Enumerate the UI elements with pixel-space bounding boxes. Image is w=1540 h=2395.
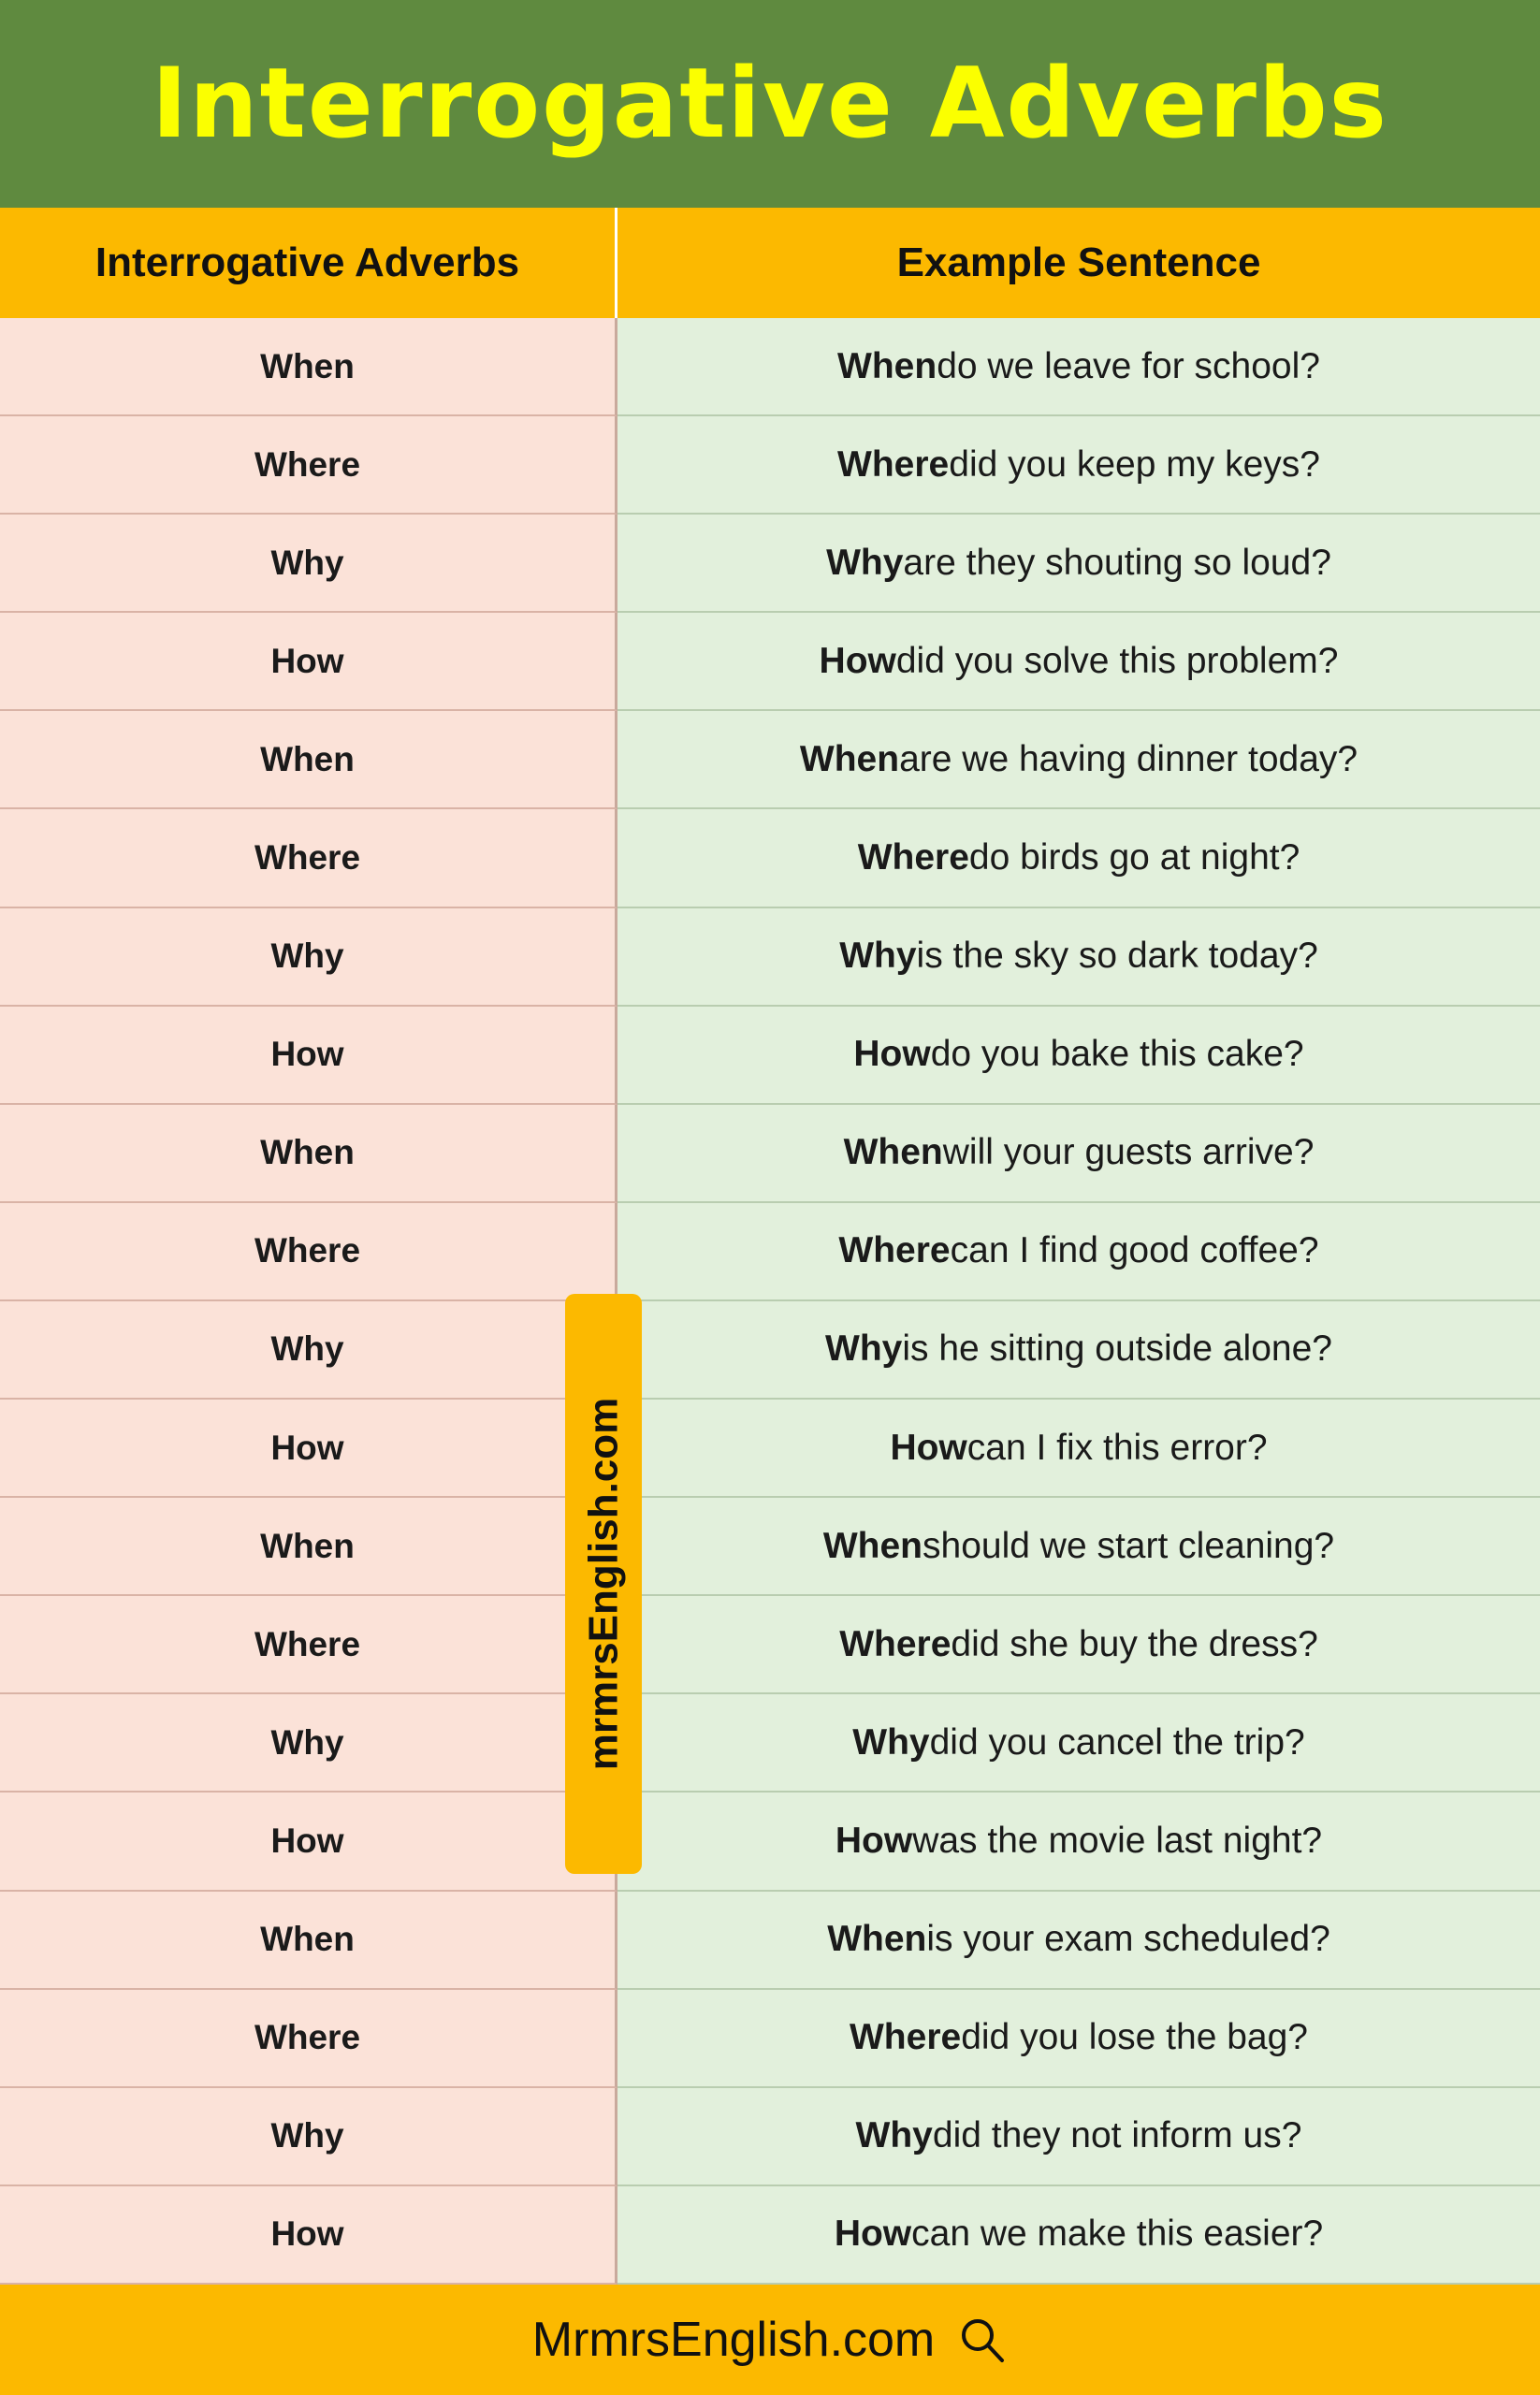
cell-example — [617, 711, 1540, 809]
example-keyword: Why — [852, 1721, 930, 1763]
cell-example — [617, 1301, 1540, 1400]
example-rest: should we start cleaning? — [923, 1525, 1335, 1566]
cell-adverb: When — [0, 1892, 617, 1990]
example-keyword: When — [837, 345, 937, 386]
cell-adverb: Where — [0, 1990, 617, 2088]
example-keyword: Why — [826, 542, 904, 583]
table-row — [0, 1301, 1540, 1400]
cell-example — [617, 1007, 1540, 1105]
column-header-example: Example Sentence — [896, 240, 1261, 285]
example-keyword: Where — [857, 837, 969, 878]
example-rest: do you bake this cake? — [930, 1034, 1304, 1075]
example-rest: are we having dinner today? — [899, 738, 1358, 779]
example-rest: can I fix this error? — [966, 1427, 1268, 1468]
cell-adverb: Where — [0, 1596, 617, 1694]
cell-example — [617, 809, 1540, 907]
example-rest: do we leave for school? — [937, 345, 1320, 386]
example-rest: can we make this easier? — [911, 2214, 1324, 2255]
example-keyword: Where — [837, 443, 950, 485]
table-row — [0, 416, 1540, 515]
cell-example — [617, 613, 1540, 711]
example-rest: did you solve this problem? — [895, 640, 1339, 681]
cell-adverb: How — [0, 1793, 617, 1891]
cell-example — [617, 2088, 1540, 2186]
cell-adverb: How — [0, 1400, 617, 1498]
cell-example — [617, 2186, 1540, 2285]
table-row — [0, 908, 1540, 1007]
watermark-label: mrmrsEnglish.com — [580, 1397, 626, 1771]
cell-example — [617, 1400, 1540, 1498]
example-keyword: Why — [855, 2115, 933, 2156]
example-keyword: When — [799, 738, 900, 779]
cell-adverb: How — [0, 1007, 617, 1105]
table-row — [0, 1990, 1540, 2088]
cell-adverb: Where — [0, 809, 617, 907]
table-row — [0, 1793, 1540, 1891]
cell-adverb: When — [0, 1498, 617, 1596]
cell-example — [617, 1990, 1540, 2088]
example-rest: is the sky so dark today? — [916, 936, 1318, 977]
cell-adverb: Why — [0, 908, 617, 1007]
cell-adverb: Why — [0, 2088, 617, 2186]
cell-adverb: How — [0, 613, 617, 711]
cell-example — [617, 1793, 1540, 1891]
example-keyword: When — [827, 1919, 927, 1960]
table-body — [0, 318, 1540, 2285]
table-row — [0, 318, 1540, 416]
cell-example — [617, 1596, 1540, 1694]
table-row — [0, 1596, 1540, 1694]
cell-adverb: When — [0, 1105, 617, 1203]
table-row — [0, 711, 1540, 809]
search-icon — [955, 2314, 1008, 2366]
example-rest: do birds go at night? — [968, 837, 1300, 878]
example-rest: did you cancel the trip? — [929, 1721, 1305, 1763]
cell-adverb: Why — [0, 1301, 617, 1400]
cell-example — [617, 908, 1540, 1007]
example-rest: did you lose the bag? — [961, 2017, 1308, 2058]
example-keyword: Where — [839, 1623, 952, 1664]
cell-adverb: How — [0, 2186, 617, 2285]
example-rest: did you keep my keys? — [949, 443, 1320, 485]
table-row — [0, 2088, 1540, 2186]
table-row — [0, 1400, 1540, 1498]
table-row — [0, 2186, 1540, 2285]
table-row — [0, 515, 1540, 613]
footer — [0, 2285, 1540, 2395]
example-keyword: Why — [839, 936, 917, 977]
example-keyword: Where — [838, 1230, 951, 1271]
cell-adverb: Where — [0, 416, 617, 515]
watermark-tab — [565, 1294, 642, 1874]
example-rest: is your exam scheduled? — [926, 1919, 1330, 1960]
example-keyword: How — [853, 1034, 931, 1075]
example-rest: did she buy the dress? — [951, 1623, 1318, 1664]
column-header-adverb: Interrogative Adverbs — [0, 208, 617, 318]
table-row — [0, 1694, 1540, 1793]
example-keyword: How — [834, 2214, 912, 2255]
table-row — [0, 1105, 1540, 1203]
cell-example — [617, 1105, 1540, 1203]
example-keyword: How — [835, 1820, 913, 1861]
footer-brand: MrmrsEnglish.com — [531, 2313, 936, 2367]
cell-example — [617, 416, 1540, 515]
example-rest: did they not inform us? — [932, 2115, 1302, 2156]
cell-example — [617, 1694, 1540, 1793]
example-keyword: Why — [825, 1328, 903, 1370]
cell-adverb: Why — [0, 515, 617, 613]
table-row — [0, 1498, 1540, 1596]
cell-adverb: Why — [0, 1694, 617, 1793]
example-keyword: How — [819, 640, 896, 681]
page-title: Interrogative Adverbs — [151, 47, 1388, 160]
table-row — [0, 809, 1540, 907]
cell-adverb: When — [0, 318, 617, 416]
title-banner — [0, 0, 1540, 208]
cell-example — [617, 1892, 1540, 1990]
example-rest: will your guests arrive? — [942, 1132, 1315, 1173]
table-row — [0, 1007, 1540, 1105]
example-keyword: Where — [850, 2017, 962, 2058]
table-row — [0, 1203, 1540, 1301]
cell-example — [617, 1203, 1540, 1301]
cell-adverb: Where — [0, 1203, 617, 1301]
example-rest: is he sitting outside alone? — [902, 1328, 1332, 1370]
cell-example — [617, 1498, 1540, 1596]
cell-example — [617, 515, 1540, 613]
example-keyword: How — [890, 1427, 967, 1468]
cell-example — [617, 318, 1540, 416]
example-rest: can I find good coffee? — [950, 1230, 1319, 1271]
example-keyword: When — [822, 1525, 923, 1566]
table-row — [0, 613, 1540, 711]
example-rest: are they shouting so loud? — [903, 542, 1331, 583]
table-header-row — [0, 208, 1540, 318]
cell-adverb: When — [0, 711, 617, 809]
table-row — [0, 1892, 1540, 1990]
example-keyword: When — [843, 1132, 943, 1173]
example-rest: was the movie last night? — [912, 1820, 1323, 1861]
